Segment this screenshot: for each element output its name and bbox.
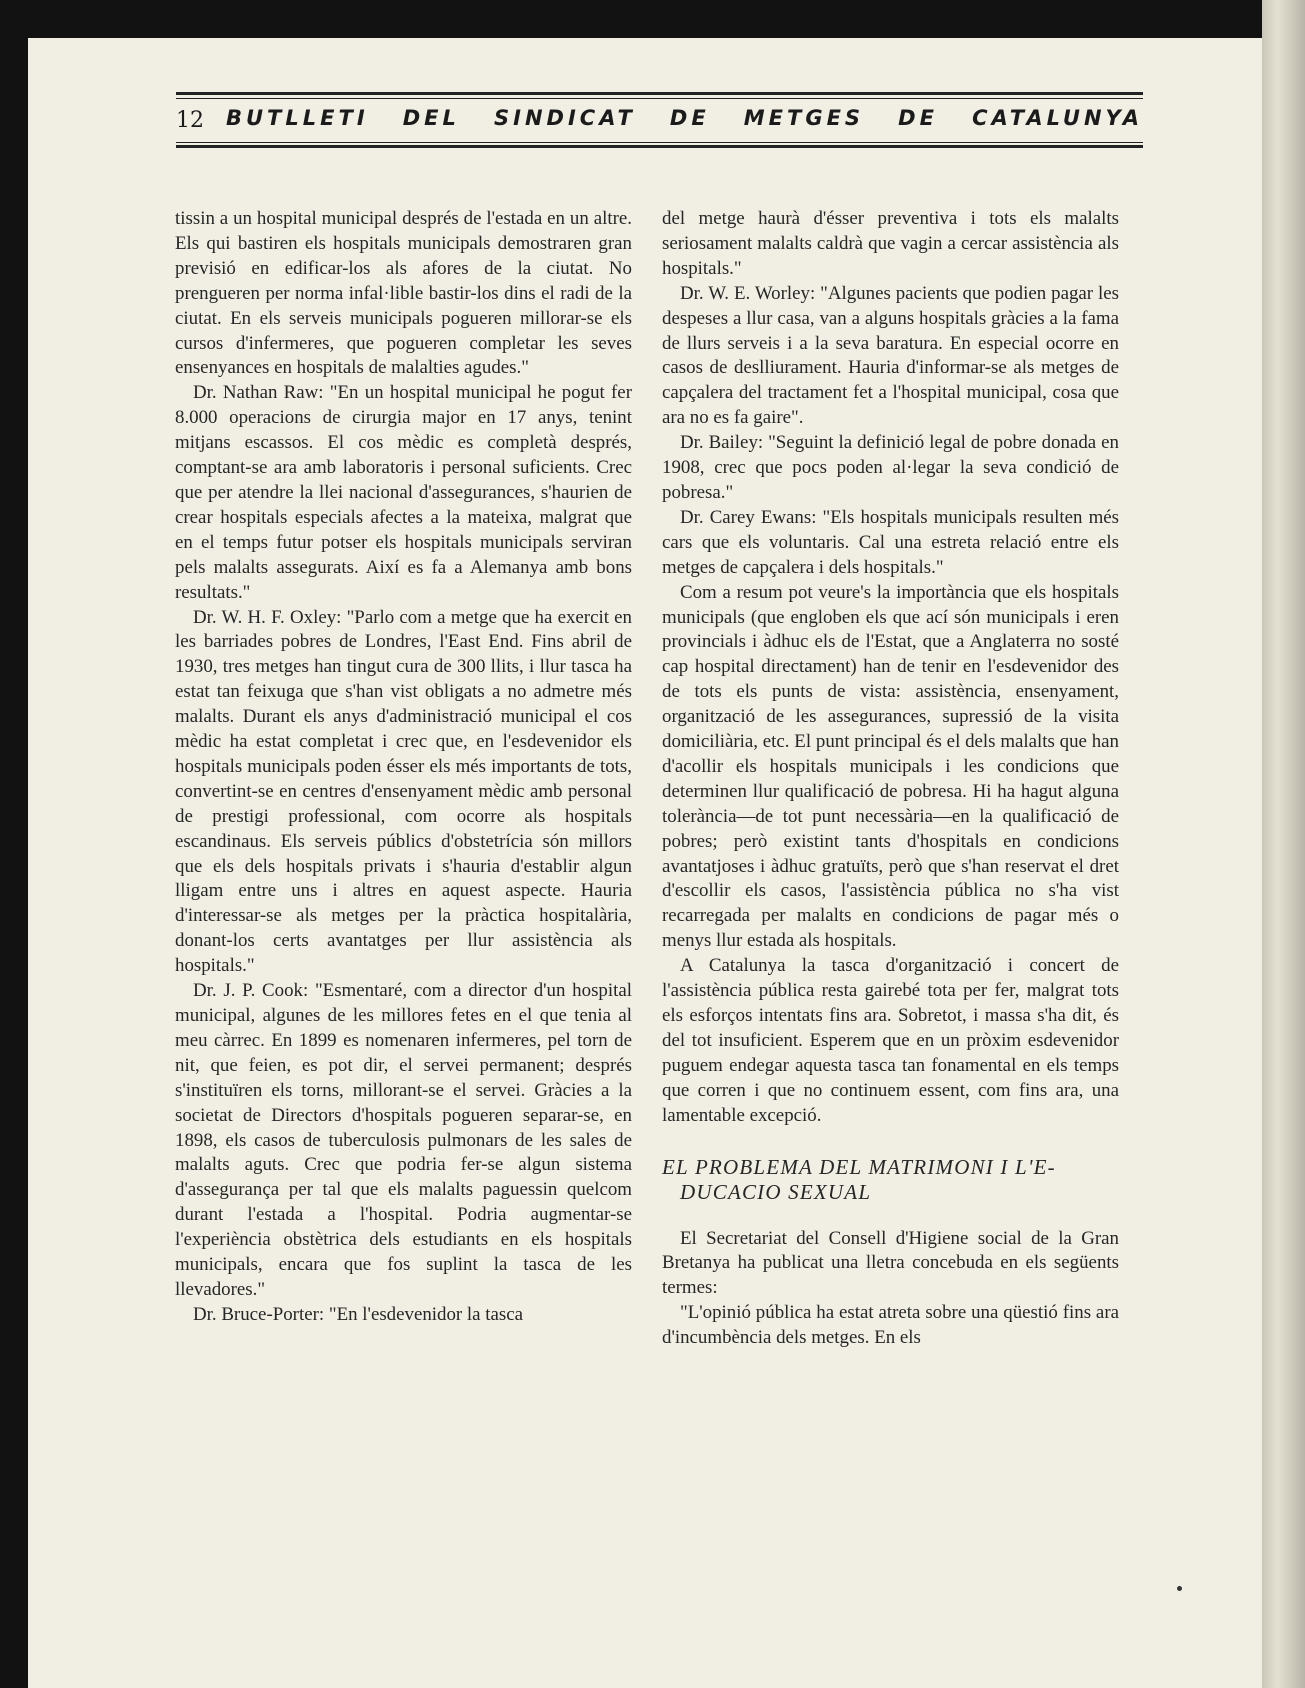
running-header [176, 92, 1143, 152]
paragraph: Dr. Bruce-Porter: "En l'esdevenidor la tasca [193, 1303, 524, 1325]
header-row [176, 104, 1143, 140]
paragraph: tissin a un hospital municipal després de l'estada en un altre. Els qui bastiren els hospitals municipals demostraren gran previsió en edificar-los als afores de la ciutat. No prengueren per norma infal·lible bastir-los dins el radi de la ciutat. En els serveis municipals pogueren millorar-se els cursos d'infermeres, que pogueren completar les seves ensenyances en hospitals de malalties agudes." [175, 208, 632, 379]
ink-speck [1177, 1586, 1182, 1591]
paragraph: Dr. W. E. Worley: "Algunes pacients que podien pagar les despeses a llur casa, van a alguns hospitals gràcies a la fama de llurs serveis i a la seva baratura. En especial ocorre en casos de deslliurament. Hauria d'informar-se als metges de capçalera del tractament fet a l'hospital municipal, cosa que ara no es fa gaire". [662, 282, 1119, 429]
paragraph: Dr. Bailey: "Seguint la definició legal de pobre donada en 1908, crec que pocs poden al·legar la seva condició de pobresa." [662, 432, 1119, 503]
title-word: METGES [743, 106, 865, 130]
page-edge-background [1262, 0, 1305, 1688]
paragraph: Com a resum pot veure's la importància que els hospitals municipals (que engloben els que ací són municipals i eren provincials i àdhuc els de l'Estat, que a Anglaterra no sosté cap hospital directament) han de tenir en l'esdevenidor des de tots els punts de vista: assistència, ensenyament, organització de les assegurances, supressió de la visita domiciliària, etc. El punt principal és el dels malalts que han d'acollir els hospitals municipals i les condicions que determinen llur qualificació de pobresa. Hi ha hagut alguna tolerància—de tot punt necessària—en la qualificació de pobres; però existint tants d'hospitals en condicions avantatjoses i àdhuc gratuïts, però que s'han reservat el dret d'escollir els casos, l'assistència pública no s'ha vist recarregada per malalts en condicions de pagar més o menys llur estada als hospitals. [662, 581, 1119, 952]
paragraph: Dr. Carey Ewans: "Els hospitals municipals resulten més cars que els voluntaris. Cal una estreta relació entre els metges de capçalera i dels hospitals." [662, 506, 1119, 578]
title-word: CATALUNYA [972, 106, 1143, 130]
title-word: DE [898, 106, 938, 130]
header-rule-top [176, 92, 1143, 95]
paragraph: Dr. J. P. Cook: "Esmentaré, com a director d'un hospital municipal, algunes de les millores fetes en el que tenia al meu càrrec. En 1899 es nomenaren infermeres, pel torn de nit, que feien, es pot dir, el servei permanent; després s'instituïren els torns, millorant-se el servei. Gràcies a la societat de Directors d'hospitals pogueren separar-se, en 1898, els casos de tuberculosis pulmonars de les sales de malalts aguts. Crec que podria fer-se algun sistema d'assegurança per tal que els malalts paguessin quelcom durant l'estada a l'hospital. Podria augmentar-se l'experiència obstètrica dels estudiants en els hospitals municipals, encara que fos suplint la tasca de les llevadores." [175, 980, 632, 1300]
title-word: SINDICAT [494, 106, 636, 130]
paragraph: Dr. W. H. F. Oxley: "Parlo com a metge que ha exercit en les barriades pobres de Londres, l'East End. Fins abril de 1930, tres metges han tingut cura de 300 llits, i llur tasca ha estat tan feixuga que s'han vist obligats a no admetre més malalts. Durant els anys d'administració municipal el cos mèdic ha estat completat i crec que, en l'esdevenidor els hospitals municipals poden ésser els més importants de tots, convertint-se en centres d'ensenyament mèdic amb personal de prestigi professional, com ocorre als hospitals escandinaus. Els serveis públics d'obstetrícia són millors que els dels hospitals privats i s'hauria d'establir algun lligam entre uns i altres en aquest aspecte. Hauria d'interessar-se als metges per la pràctica hospitalària, donant-los certs avantatges per llur assistència als hospitals." [175, 606, 632, 977]
paragraph: del metge haurà d'ésser preventiva i tots els malalts seriosament malalts caldrà que vagin a cercar assistència als hospitals." [662, 208, 1119, 279]
paragraph: El Secretariat del Consell d'Higiene social de la Gran Bretanya ha publicat una lletra concebuda en els següents termes: [662, 1227, 1119, 1299]
left-column [175, 207, 632, 1328]
paragraph: Dr. Nathan Raw: "En un hospital municipal he pogut fer 8.000 operacions de cirurgia major en 17 anys, tenint mitjans escassos. El cos mèdic es completà després, comptant-se ara amb laboratoris i personal suficients. Crec que per atendre la llei nacional d'assegurances, s'haurien de crear hospitals especials afectes a la mateixa, malgrat que en el temps futur potser els hospitals municipals serviran pels malalts assegurats. Així es fa a Alemanya amb bons resultats." [175, 382, 632, 603]
section-heading-line: DUCACIO SEXUAL [680, 1179, 872, 1204]
section-heading-line: EL PROBLEMA DEL MATRIMONI I L'E- [662, 1154, 1056, 1179]
title-word: BUTLLETI [226, 106, 369, 130]
header-rule-bottom-thin [176, 142, 1143, 143]
header-rule-bottom [176, 145, 1143, 148]
right-column [662, 207, 1119, 1351]
title-word: DEL [402, 106, 460, 130]
paragraph: A Catalunya la tasca d'organització i concert de l'assistència pública resta gairebé tota per fer, malgrat tots els esforços intentats fins ara. Sobretot, i massa s'ha dit, és del tot insuficient. Esperem que en un pròxim esdevenidor puguem endegar aquesta tasca tan fonamental en els temps que corren i que no continuem essent, com fins ara, una lamentable excepció. [662, 955, 1119, 1126]
journal-title [226, 106, 1143, 130]
title-word: DE [669, 106, 710, 130]
page-number: 12 [176, 108, 204, 133]
header-rule-top-thin [176, 98, 1143, 99]
section-heading [662, 1155, 1119, 1205]
paragraph: "L'opinió pública ha estat atreta sobre una qüestió fins ara d'incumbència dels metges. En els [662, 1302, 1119, 1349]
